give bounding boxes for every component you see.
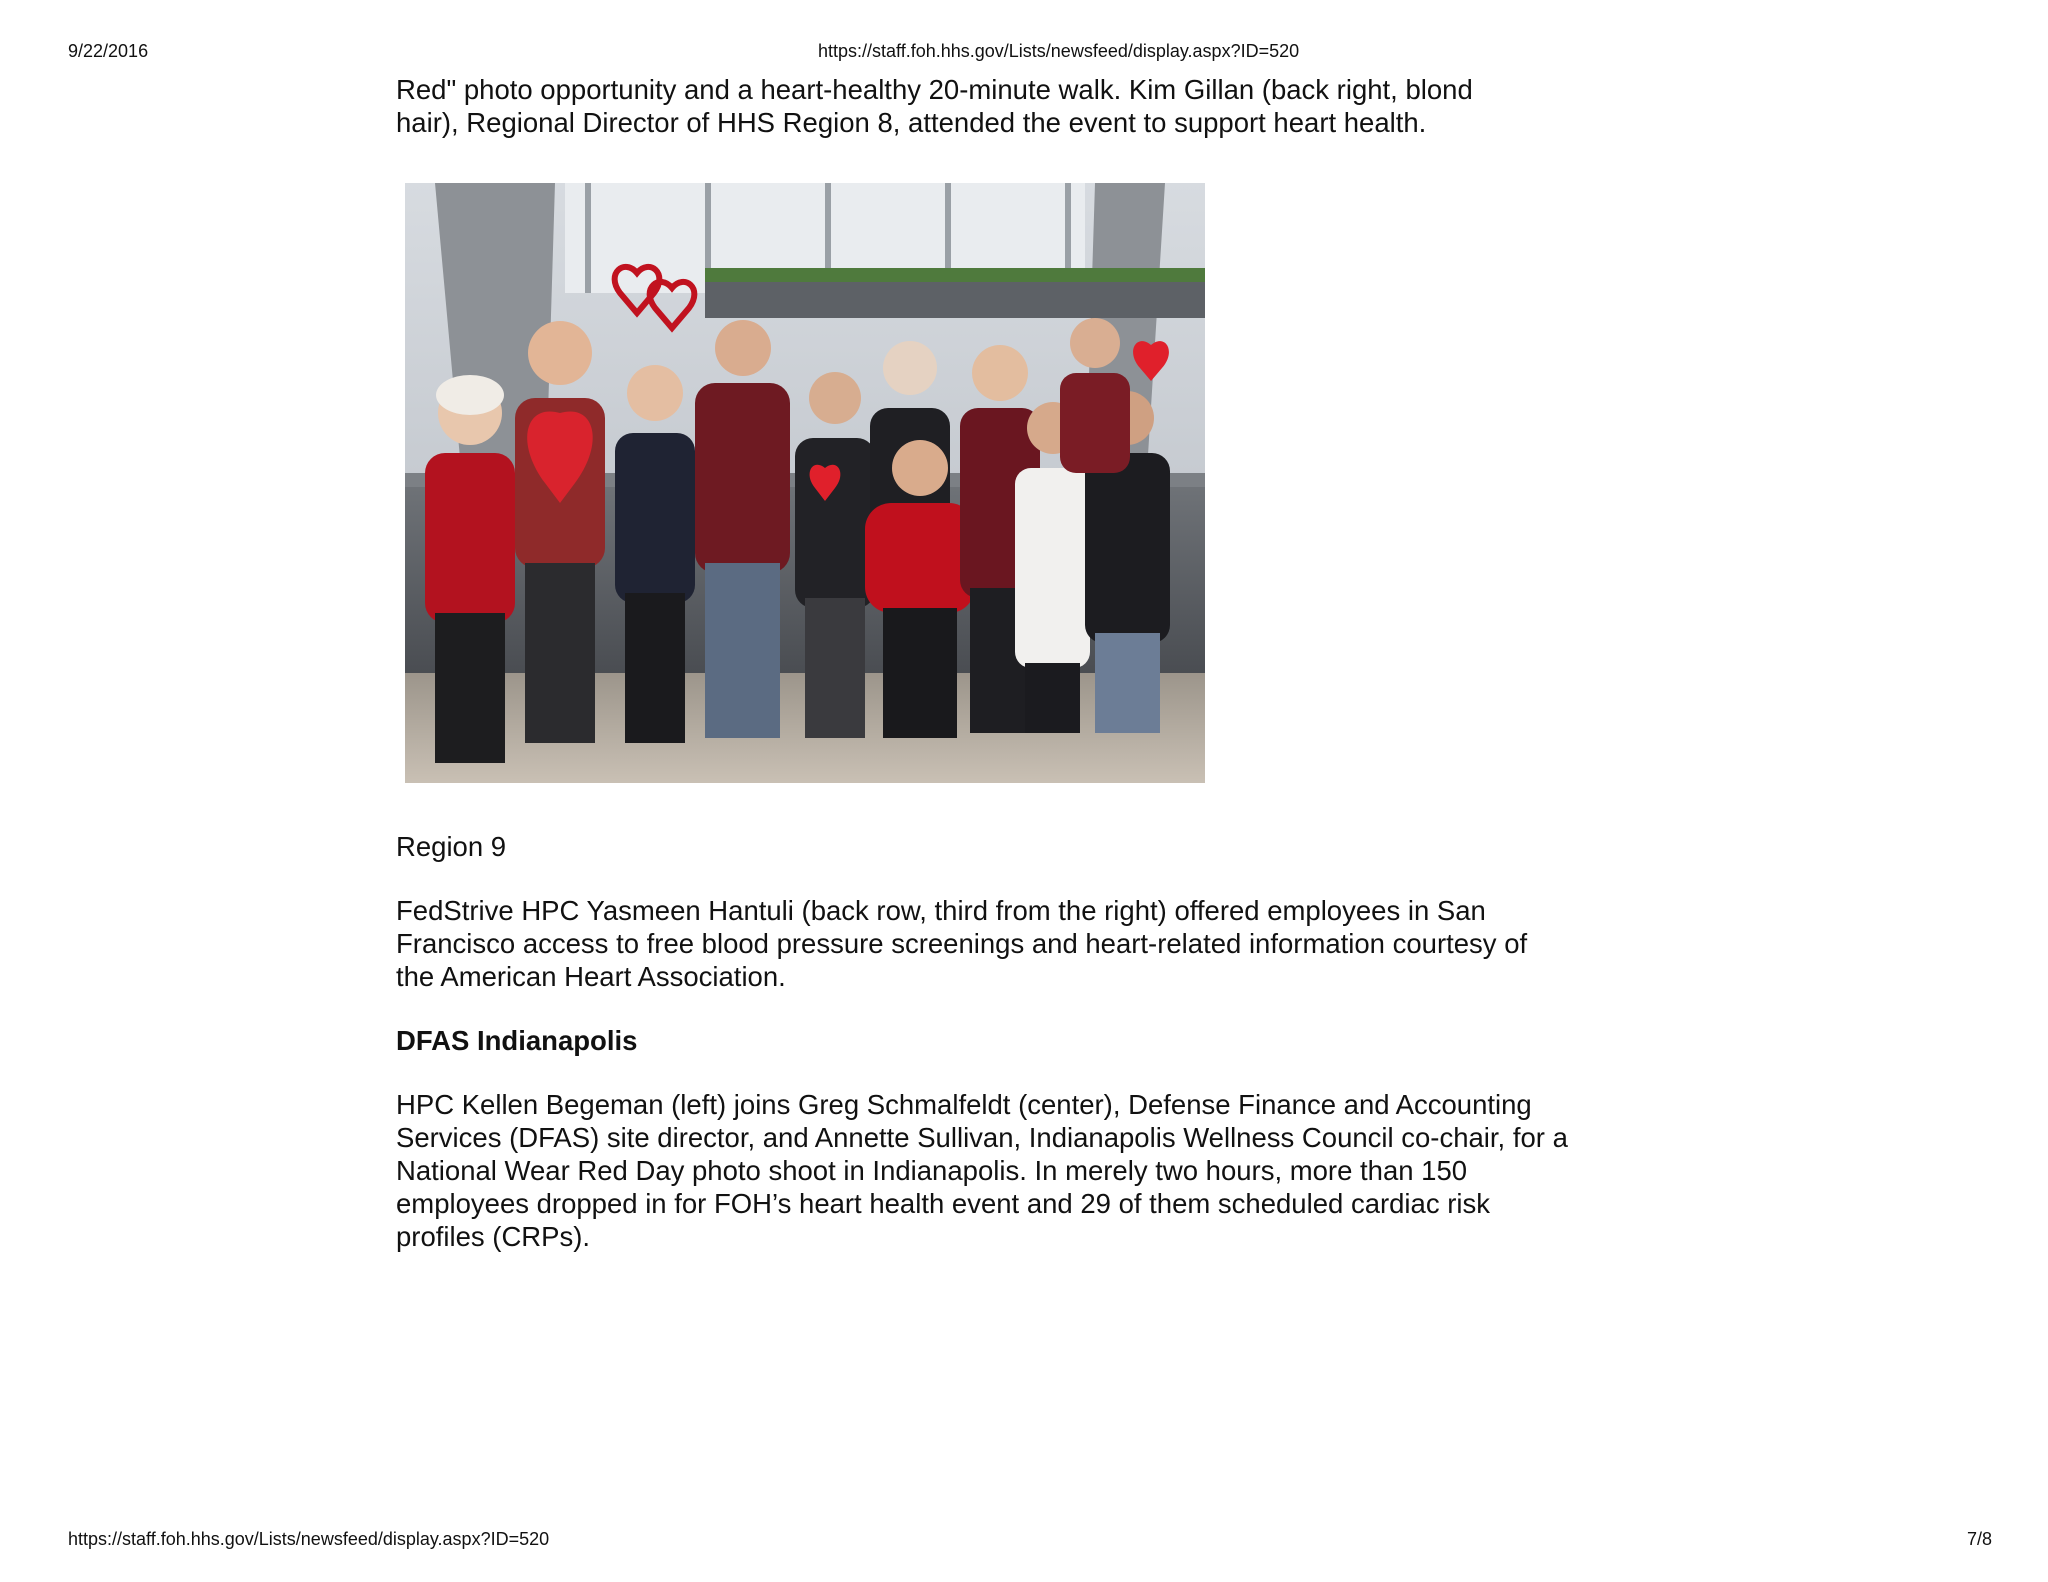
dfas-line-1: HPC Kellen Begeman (left) joins Greg Schmalfeldt (center), Defense Finance and Accounting [396,1089,1532,1120]
print-header-url[interactable]: https://staff.foh.hhs.gov/Lists/newsfeed/display.aspx?ID=520 [818,41,1300,61]
dfas-line-3: National Wear Red Day photo shoot in Indianapolis. In merely two hours, more than 150 [396,1155,1468,1186]
article-body [396,73,1686,139]
print-footer-url[interactable]: https://staff.foh.hhs.gov/Lists/newsfeed/display.aspx?ID=520 [68,1529,550,1549]
region-9-heading: Region 9 [396,831,507,862]
print-footer-page-number: 7/8 [1966,1529,1992,1549]
dfas-indianapolis-heading: DFAS Indianapolis [396,1025,638,1056]
article-body-continued [396,830,1686,1253]
print-header-date: 9/22/2016 [68,41,149,61]
dfas-line-4: employees dropped in for FOH’s heart health event and 29 of them scheduled cardiac risk [396,1188,1490,1219]
region-8-group-photo [405,183,1205,783]
intro-line-2: hair), Regional Director of HHS Region 8, attended the event to support heart health. [396,107,1427,138]
region-9-line-2: Francisco access to free blood pressure screenings and heart-related information courtesy of [396,928,1528,959]
intro-line-1: Red" photo opportunity and a heart-healthy 20-minute walk. Kim Gillan (back right, blond [396,74,1473,105]
group-photo-illustration [405,183,1205,783]
dfas-line-2: Services (DFAS) site director, and Annette Sullivan, Indianapolis Wellness Council co-chair, for a [396,1122,1568,1153]
region-9-line-1: FedStrive HPC Yasmeen Hantuli (back row, third from the right) offered employees in San [396,895,1486,926]
region-9-line-3: the American Heart Association. [396,961,786,992]
dfas-line-5: profiles (CRPs). [396,1221,591,1252]
